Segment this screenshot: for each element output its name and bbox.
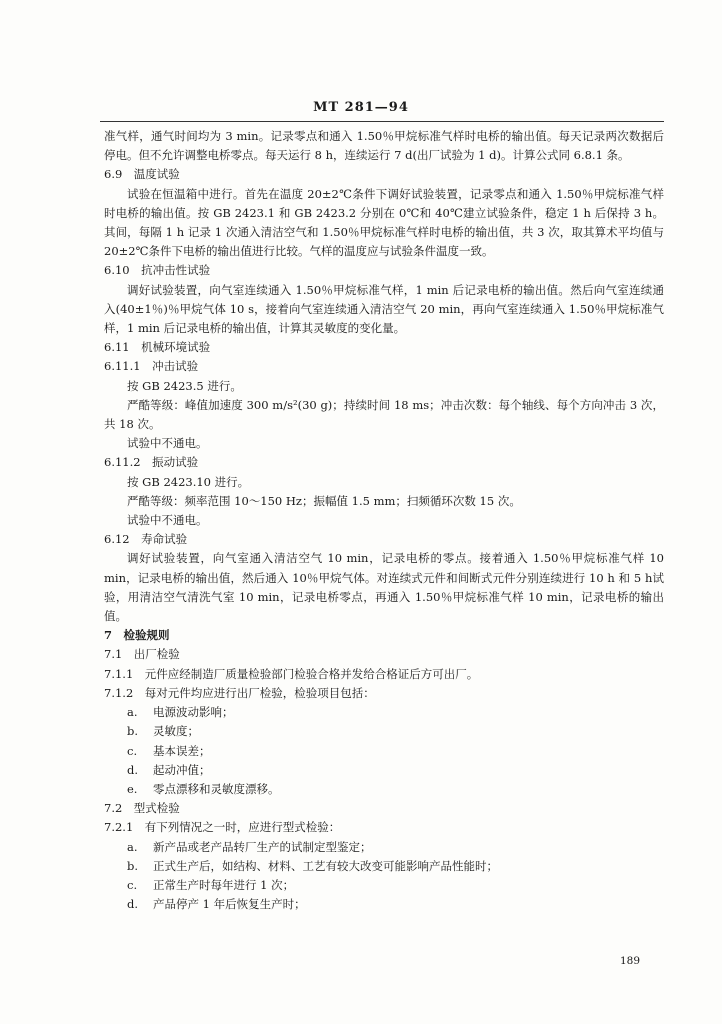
paragraph: 调好试验装置，向气室连续通入 1.50％甲烷标准气样，1 min 后记录电桥的输出值。然后向气室连续通入(40±1％)％甲烷气体 10 s，接着向气室连续通入清洁空气 20 min，再向气室连续通入 1.50％甲烷标准气样，1 min 后记录电桥的输出值，计算其灵敏度的变化量。: [104, 282, 664, 336]
section-heading: 6.12 寿命试验: [104, 532, 188, 547]
paragraph: 按 GB 2423.5 进行。: [127, 378, 242, 393]
subsection-heading: 7.1.2 每对元件均应进行出厂检验，检验项目包括：: [104, 685, 375, 700]
chapter-heading: 7 检验规则: [104, 628, 170, 643]
body-text: [104, 127, 664, 914]
paragraph: 准气样，通气时间均为 3 min。记录零点和通入 1.50％甲烷标准气样时电桥的输出值。每天记录两次数据后停电。但不允许调整电桥零点。每天运行 8 h，连续运行 7 d(出厂试验为 1 d)。计算公式同 6.8.1 条。: [104, 129, 664, 163]
paragraph: 试验中不通电。: [127, 436, 208, 451]
section-heading: 6.11 机械环境试验: [104, 340, 211, 355]
list-item: c. 正常生产时每年进行 1 次；: [127, 877, 295, 892]
paragraph: 严酷等级：频率范围 10～150 Hz；振幅值 1.5 mm；扫频循环次数 15 次。: [127, 493, 521, 508]
section-heading: 6.10 抗冲击性试验: [104, 263, 211, 278]
list-item: a. 新产品或老产品转厂生产的试制定型鉴定；: [127, 839, 372, 854]
section-heading: 6.9 温度试验: [104, 167, 180, 182]
header-rule: [100, 121, 664, 122]
inspection-items-list: [104, 703, 664, 799]
subsection-heading: 7.2.1 有下列情况之一时，应进行型式检验：: [104, 820, 341, 835]
list-item: e. 零点漂移和灵敏度漂移。: [127, 781, 280, 796]
paragraph: 试验中不通电。: [127, 513, 208, 528]
running-header: MT 281—94: [313, 100, 409, 115]
list-item: c. 基本误差；: [127, 743, 211, 758]
subsection-heading: 7.1.1 元件应经制造厂质量检验部门检验合格并发给合格证后方可出厂。: [104, 666, 479, 681]
list-item: b. 正式生产后，如结构、材料、工艺有较大改变可能影响产品性能时；: [127, 858, 498, 873]
list-item: a. 电源波动影响；: [127, 705, 234, 720]
section-heading: 7.2 型式检验: [104, 801, 180, 816]
paragraph: 按 GB 2423.10 进行。: [127, 474, 250, 489]
paragraph: 试验在恒温箱中进行。首先在温度 20±2℃条件下调好试验装置，记录零点和通入 1.50％甲烷标准气样时电桥的输出值。按 GB 2423.1 和 GB 2423.2 分别在 0℃和 40℃建立试验条件，稳定 1 h 后保持 3 h。其间，每隔 1 h 记录 1 次通入清洁空气和 1.50％甲烷标准气样时电桥的输出值，共 3 次，取其算术平均值与 20±2℃条件下电桥的输出值进行比较。气样的温度应与试验条件温度一致。: [104, 186, 664, 259]
type-test-conditions-list: [104, 838, 664, 915]
paragraph: 调好试验装置，向气室通入清洁空气 10 min，记录电桥的零点。接着通入 1.50％甲烷标准气样 10 min，记录电桥的输出值，然后通入 10％甲烷气体。对连续式元件和间断式元件分别连续进行 10 h 和 5 h试验，用清洁空气清洗气室 10 min，记录电桥零点，再通入 1.50％甲烷标准气样 10 min，记录电桥的输出值。: [104, 551, 664, 624]
subsection-heading: 6.11.2 振动试验: [104, 455, 199, 470]
list-item: d. 起动冲值；: [127, 762, 211, 777]
list-item: b. 灵敏度；: [127, 724, 199, 739]
list-item: d. 产品停产 1 年后恢复生产时；: [127, 897, 306, 912]
paragraph: 严酷等级：峰值加速度 300 m/s²(30 g)；持续时间 18 ms；冲击次数：每个轴线、每个方向冲击 3 次，共 18 次。: [104, 397, 664, 432]
section-heading: 7.1 出厂检验: [104, 647, 180, 662]
page-number: 189: [620, 955, 641, 967]
subsection-heading: 6.11.1 冲击试验: [104, 359, 199, 374]
